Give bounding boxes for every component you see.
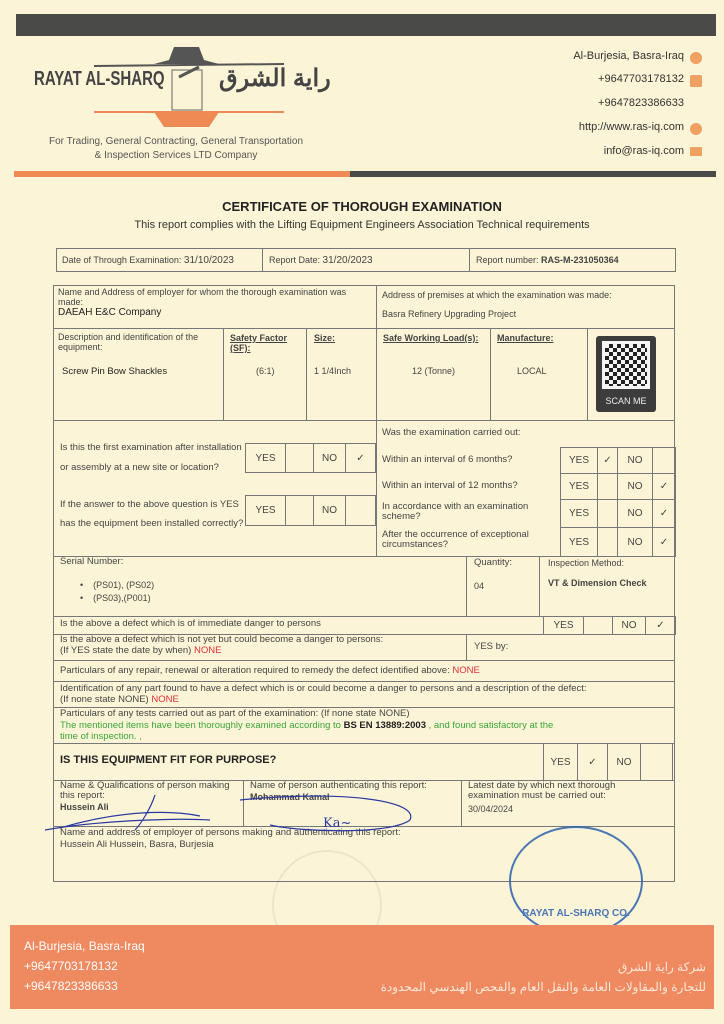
serial-value: (PS03),(P001) bbox=[93, 593, 151, 603]
serial-label: Serial Number: bbox=[60, 556, 124, 567]
contact-email[interactable]: info@ras-iq.com bbox=[603, 145, 684, 157]
inspection-method-label: Inspection Method: bbox=[548, 558, 625, 568]
first-exam-question: Is this the first examination after installation or assembly at a new site or location? bbox=[60, 442, 242, 473]
certificate-subtitle: This report complies with the Lifting Equipment Engineers Association Technical requirements bbox=[134, 219, 590, 231]
scan-me-label: SCAN ME bbox=[605, 396, 647, 406]
stamp-text: RAYAT AL-SHARQ CO. bbox=[522, 908, 630, 919]
defect-identification-hint: (If none state NONE) bbox=[60, 694, 149, 705]
installed-correctly-yes-checkbox[interactable] bbox=[285, 495, 314, 526]
carried-out-6-months: Within an interval of 6 months? bbox=[382, 454, 513, 465]
carried-out-exceptional: After the occurrence of exceptional circumstances? bbox=[382, 529, 529, 550]
location-pin-icon bbox=[690, 52, 702, 64]
report-number-label: Report number: bbox=[476, 255, 539, 265]
svg-text:Ka~: Ka~ bbox=[323, 816, 352, 831]
installed-correctly-yes-label: YES bbox=[245, 495, 286, 526]
tests-label: Particulars of any tests carried out as part of the examination: (If none state NONE) bbox=[60, 708, 410, 719]
fit-for-purpose-no-label: NO bbox=[607, 743, 641, 781]
tests-text: The mentioned items have been thoroughly examined according to bbox=[60, 720, 341, 731]
contact-address: Al-Burjesia, Basra-Iraq bbox=[573, 50, 684, 62]
company-name-en: RAYAT AL-SHARQ bbox=[34, 68, 165, 90]
quantity: 04 bbox=[474, 581, 485, 591]
divider bbox=[53, 743, 675, 744]
tagline bbox=[30, 135, 322, 163]
interval-6-months-no-checkbox[interactable] bbox=[652, 447, 676, 474]
immediate-danger-yes-checkbox[interactable] bbox=[583, 616, 613, 635]
serial-item: • (PS01), (PS02) bbox=[80, 580, 155, 590]
mail-icon bbox=[690, 147, 702, 156]
contact-website[interactable]: http://www.ras-iq.com bbox=[578, 121, 684, 133]
employer-name: DAEAH E&C Company bbox=[58, 307, 162, 318]
next-exam-label: Latest date by which next thorough examination must be carried out: bbox=[468, 780, 616, 801]
first-exam-yes-label: YES bbox=[245, 443, 286, 473]
carried-out-12-months: Within an interval of 12 months? bbox=[382, 480, 518, 491]
serial-item: • (PS03),(P001) bbox=[80, 593, 151, 603]
repair-question: Particulars of any repair, renewal or alteration required to remedy the defect identified above: bbox=[60, 665, 450, 676]
inspection-method: VT & Dimension Check bbox=[548, 578, 647, 588]
header-divider bbox=[14, 171, 350, 177]
tests-text-2: , and found satisfactory at the bbox=[428, 720, 554, 731]
immediate-danger-yes-label: YES bbox=[543, 616, 584, 635]
swl-label: Safe Working Load(s): bbox=[383, 333, 479, 343]
premises-value: Basra Refinery Upgrading Project bbox=[382, 309, 517, 319]
footer-address: Al-Burjesia, Basra-Iraq bbox=[24, 939, 145, 953]
carried-out-scheme: In accordance with an examination scheme? bbox=[382, 501, 529, 522]
future-danger-question: Is the above a defect which is not yet but could become a danger to persons: bbox=[60, 634, 384, 645]
maker-name: Hussein Ali bbox=[60, 802, 109, 812]
installed-correctly-no-label: NO bbox=[313, 495, 346, 526]
yes-by-label: YES by: bbox=[474, 641, 509, 652]
manufacture-label: Manufacture: bbox=[497, 333, 554, 343]
qr-pattern bbox=[602, 341, 650, 389]
exceptional-circumstances-yes-checkbox[interactable] bbox=[597, 527, 618, 557]
tagline-line-1: For Trading, General Contracting, General Transportation bbox=[48, 136, 304, 147]
immediate-danger-no-label: NO bbox=[612, 616, 646, 635]
qr-code[interactable] bbox=[596, 336, 656, 412]
tests-standard: BS EN 13889:2003 bbox=[343, 720, 426, 731]
header-divider-dark bbox=[350, 171, 716, 177]
employer-persons-value: Hussein Ali Hussein, Basra, Burjesia bbox=[60, 839, 214, 850]
safety-factor-label: Safety Factor (SF): bbox=[230, 333, 288, 353]
serial-value: (PS01), (PS02) bbox=[93, 580, 155, 590]
first-exam-no-label: NO bbox=[313, 443, 346, 473]
interval-12-months-no-checkbox[interactable]: ✓ bbox=[652, 473, 676, 500]
fit-for-purpose-yes-checkbox[interactable]: ✓ bbox=[577, 743, 608, 781]
divider bbox=[53, 556, 675, 557]
signatures bbox=[40, 780, 440, 840]
repair-answer: NONE bbox=[452, 665, 480, 676]
footer-arabic-tagline: للتجارة والمقاولات العامة والنقل العام والفحص الهندسي المحدودة bbox=[380, 980, 706, 994]
tagline-line-2: & Inspection Services LTD Company bbox=[94, 150, 258, 161]
exam-scheme-no-checkbox[interactable]: ✓ bbox=[652, 499, 676, 528]
equipment-desc-label: Description and identification of the equipment: bbox=[58, 332, 199, 352]
contact-phone-1: +9647703178132 bbox=[598, 73, 684, 85]
carried-out-label: Was the examination carried out: bbox=[382, 427, 521, 438]
immediate-danger-question: Is the above a defect which is of immediate danger to persons bbox=[60, 618, 321, 629]
exceptional-circumstances-yes-label: YES bbox=[560, 527, 598, 557]
report-date-label: Report Date: bbox=[269, 255, 321, 265]
employer-label: Name and Address of employer for whom the thorough examination was made: bbox=[58, 287, 347, 307]
exceptional-circumstances-no-label: NO bbox=[617, 527, 653, 557]
future-danger-answer: NONE bbox=[193, 645, 222, 656]
employer-persons-label: Name and address of employer of persons making and authenticating this report: bbox=[60, 827, 401, 838]
fit-for-purpose-yes-label: YES bbox=[543, 743, 578, 781]
logo bbox=[34, 42, 334, 132]
company-stamp bbox=[509, 826, 643, 936]
installed-correctly-question: If the answer to the above question is YES has the equipment been installed correctly? bbox=[60, 499, 244, 529]
immediate-danger-no-checkbox[interactable]: ✓ bbox=[645, 616, 676, 635]
size: 1 1/4Inch bbox=[314, 366, 352, 376]
exceptional-circumstances-no-checkbox[interactable]: ✓ bbox=[652, 527, 676, 557]
interval-12-months-no-label: NO bbox=[617, 473, 653, 500]
fit-for-purpose-question: IS THIS EQUIPMENT FIT FOR PURPOSE? bbox=[60, 754, 277, 766]
contact-phone-2: +9647823386633 bbox=[598, 97, 684, 109]
exam-scheme-no-label: NO bbox=[617, 499, 653, 528]
equipment-desc: Screw Pin Bow Shackles bbox=[62, 366, 168, 377]
footer-phone-2: +9647823386633 bbox=[24, 979, 118, 993]
defect-identification-answer: NONE bbox=[151, 694, 179, 705]
quantity-label: Quantity: bbox=[474, 557, 513, 568]
swl: 12 (Tonne) bbox=[412, 366, 456, 376]
tests-text-3: time of inspection. , bbox=[60, 731, 142, 742]
first-exam-yes-checkbox[interactable] bbox=[285, 443, 314, 473]
interval-6-months-yes-label: YES bbox=[560, 447, 598, 474]
exam-scheme-yes-label: YES bbox=[560, 499, 598, 528]
interval-12-months-yes-label: YES bbox=[560, 473, 598, 500]
manufacture: LOCAL bbox=[517, 366, 547, 376]
footer-arabic-name: شركة راية الشرق bbox=[617, 960, 706, 974]
report-date: 31/20/2023 bbox=[322, 255, 373, 266]
first-exam-no-checkbox[interactable]: ✓ bbox=[345, 443, 376, 473]
defect-identification-question: Identification of any part found to have a defect which is or could become a danger to persons and a description of the defect: bbox=[60, 683, 587, 694]
top-bar bbox=[16, 14, 716, 36]
divider bbox=[53, 660, 675, 661]
installed-correctly-no-checkbox[interactable] bbox=[345, 495, 376, 526]
exam-scheme-yes-checkbox[interactable] bbox=[597, 499, 618, 528]
fit-for-purpose-no-checkbox[interactable] bbox=[640, 743, 673, 781]
interval-6-months-yes-checkbox[interactable]: ✓ bbox=[597, 447, 618, 474]
phone-icon bbox=[690, 75, 702, 87]
future-danger-hint: (If YES state the date by when) bbox=[60, 645, 192, 656]
authenticator-name: Mohammad Kamal bbox=[250, 792, 330, 802]
company-name-ar: راية الشرق bbox=[219, 65, 331, 92]
certificate-title: CERTIFICATE OF THOROUGH EXAMINATION bbox=[222, 199, 502, 214]
premises-label: Address of premises at which the examination was made: bbox=[382, 290, 612, 300]
report-number: RAS-M-231050364 bbox=[541, 255, 619, 265]
interval-12-months-yes-checkbox[interactable] bbox=[597, 473, 618, 500]
authenticator-label: Name of person authenticating this report: bbox=[250, 780, 427, 791]
divider bbox=[53, 681, 675, 682]
footer-phone-1: +9647703178132 bbox=[24, 959, 118, 973]
safety-factor: (6:1) bbox=[256, 366, 275, 376]
exam-date-label: Date of Through Examination: bbox=[62, 255, 182, 265]
interval-6-months-no-label: NO bbox=[617, 447, 653, 474]
divider bbox=[53, 420, 675, 421]
size-label: Size: bbox=[314, 333, 336, 343]
exam-date: 31/10/2023 bbox=[183, 255, 234, 266]
globe-icon bbox=[690, 123, 702, 135]
next-exam-date: 30/04/2024 bbox=[468, 804, 514, 814]
divider bbox=[53, 616, 675, 617]
divider bbox=[466, 634, 467, 660]
maker-label: Name & Qualifications of person making this report: bbox=[60, 780, 230, 801]
